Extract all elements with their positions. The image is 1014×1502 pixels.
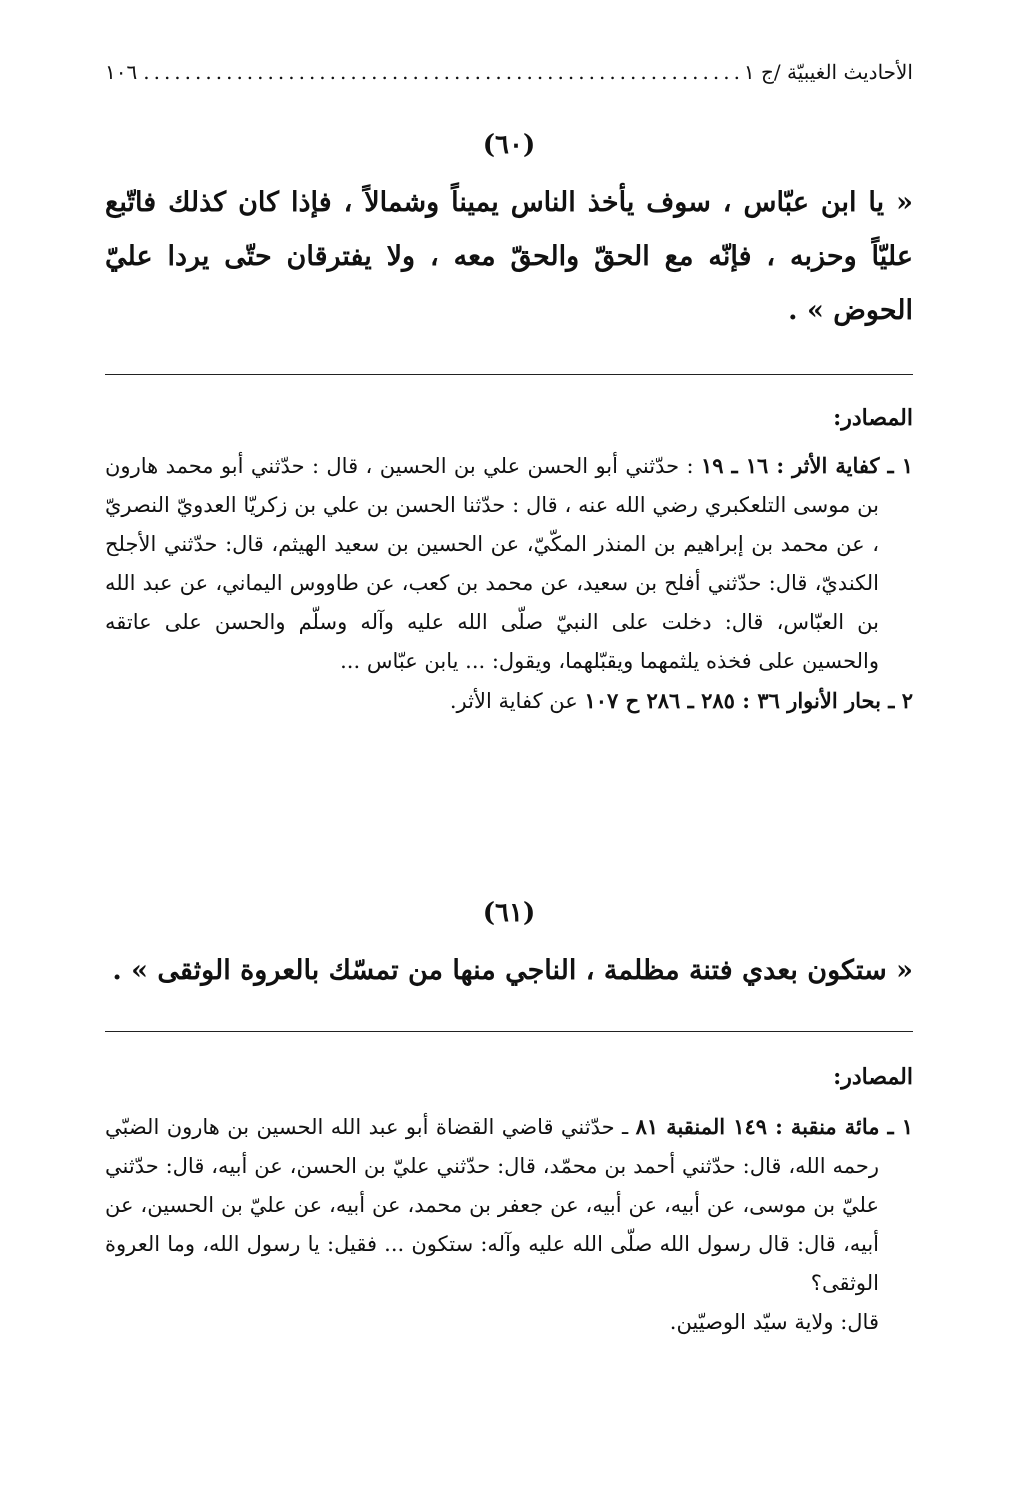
- sources-list: [105, 1107, 913, 1342]
- page-number: ١٠٦: [105, 60, 138, 84]
- hadith-number: (٦١): [482, 898, 536, 928]
- source-text: عن كفاية الأثر.: [449, 689, 585, 713]
- divider-rule: [105, 374, 913, 375]
- sources-list: [105, 446, 913, 721]
- hadith-number: (٦٠): [482, 130, 536, 160]
- running-head-title: الأحاديث الغيبيّة /ج ١: [743, 60, 913, 84]
- source-label: ١ ـ مائة منقبة : ١٤٩ المنقبة ٨١: [635, 1114, 913, 1139]
- source-continuation: قال: ولاية سيّد الوصيّين.: [669, 1310, 879, 1334]
- divider-rule: [105, 1031, 913, 1032]
- source-item: [105, 446, 913, 681]
- hadith-text: « يا ابن عبّاس ، سوف يأخذ الناس يميناً وشمالاً ، فإذا كان كذلك فاتّبع عليّاً وحزبه ، فإنّه مع الحقّ والحقّ معه ، ولا يفترقان حتّى يردا عليّ الحوض » .: [105, 187, 913, 326]
- source-label: ٢ ـ بحار الأنوار ٣٦ : ٢٨٥ ـ ٢٨٦ ح ١٠٧: [584, 688, 913, 713]
- source-text: : حدّثني أبو الحسن علي بن الحسين ، قال : حدّثني أبو محمد هارون بن موسى التلعكبري رضي الله عنه ، قال : حدّثنا الحسن بن علي بن زكريّا العدويّ النصريّ ، عن محمد بن إبراهيم بن المنذر المكّيّ، عن الحسين بن سعيد الهيثم، قال: حدّثني الأجلح الكنديّ، قال: حدّثني أفلح بن سعيد، عن محمد بن كعب، عن طاووس اليماني، عن عبد الله بن العبّاس، قال: دخلت على النبيّ صلّى الله عليه وآله وسلّم والحسن على عاتقه والحسين على فخذه يلثمهما ويقبّلهما، ويقول: ... يابن عبّاس ...: [105, 454, 879, 673]
- source-item: [105, 1107, 913, 1342]
- source-text: ـ حدّثني قاضي القضاة أبو عبد الله الحسين بن هارون الضبّي رحمه الله، قال: حدّثني أحمد بن محمّد، قال: حدّثني عليّ بن الحسن، عن أبيه، قال: حدّثني عليّ بن موسى، عن أبيه، عن أبيه، عن جعفر بن محمد، عن أبيه، عن عليّ بن الحسين، عن أبيه، قال: قال رسول الله صلّى الله عليه وآله: ستكون ... فقيل: يا رسول الله، وما العروة الوثقى؟: [105, 1115, 879, 1295]
- leader-dots: [137, 60, 744, 84]
- sources-heading: المصادر:: [833, 1064, 913, 1090]
- sources-heading: المصادر:: [833, 405, 913, 431]
- running-head: [105, 52, 913, 92]
- source-label: ١ ـ كفاية الأثر : ١٦ ـ ١٩: [700, 453, 913, 478]
- source-item: [105, 681, 913, 721]
- hadith-text: « ستكون بعدي فتنة مظلمة ، الناجي منها من تمسّك بالعروة الوثقى » .: [112, 955, 913, 986]
